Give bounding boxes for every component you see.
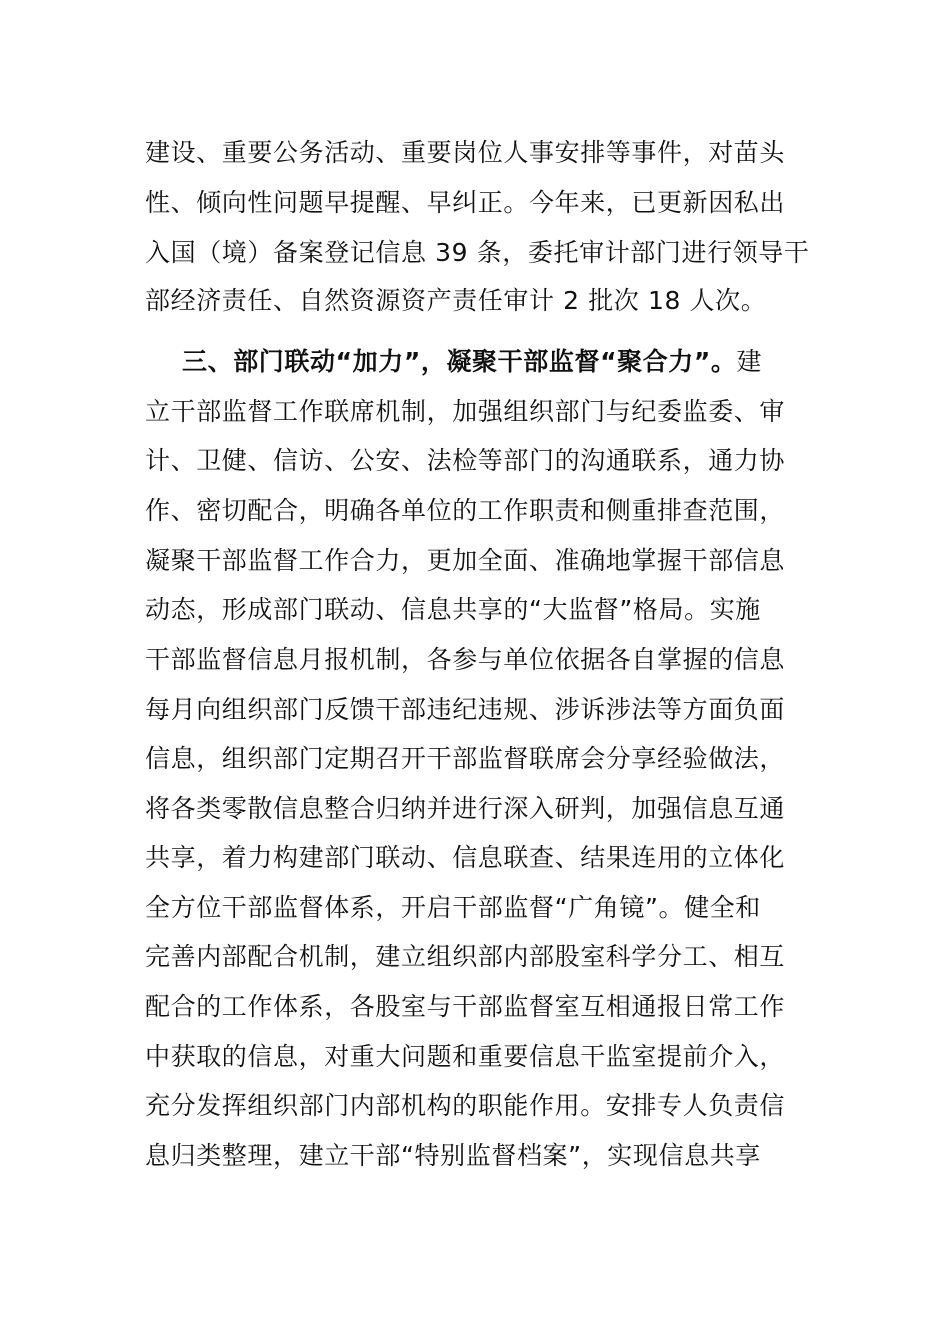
paragraph-2-line: 息归类整理，建立干部“特别监督档案”，实现信息共享 [145,1141,761,1170]
paragraph-2-line: 计、卫健、信访、公安、法检等部门的沟通联系，通力协 [145,446,786,475]
paragraph-2-line: 动态，形成部门联动、信息共享的“大监督”格局。实施 [145,595,761,624]
paragraph-2-line: 全方位干部监督体系，开启干部监督“广角镜”。健全和 [145,893,761,922]
paragraph-2-line: 作、密切配合，明确各单位的工作职责和侧重排查范围， [145,496,786,525]
paragraph-2-line: 信息，组织部门定期召开干部监督联席会分享经验做法， [145,744,786,773]
paragraph-1-line: 入国（境）备案登记信息 39 条，委托审计部门进行领导干 [145,238,810,267]
heading-tail-text: 建 [736,347,763,376]
paragraph-2-line: 每月向组织部门反馈干部违纪违规、涉诉涉法等方面负面 [145,695,786,724]
paragraph-1-line: 建设、重要公务活动、重要岗位人事安排等事件，对苗头 [145,138,786,167]
paragraph-2-line: 中获取的信息，对重大问题和重要信息干监室提前介入， [145,1042,786,1071]
paragraph-2-line: 充分发挥组织部门内部机构的职能作用。安排专人负责信 [145,1091,786,1120]
section-heading: 三、部门联动“加力”，凝聚干部监督“聚合力”。 [182,347,737,376]
paragraph-2-line: 将各类零散信息整合归纳并进行深入研判，加强信息互通 [145,794,786,823]
paragraph-1-line: 性、倾向性问题早提醒、早纠正。今年来，已更新因私出 [145,188,786,217]
paragraph-2-line: 立干部监督工作联席机制，加强组织部门与纪委监委、审 [145,397,786,426]
paragraph-1-line: 部经济责任、自然资源资产责任审计 2 批次 18 人次。 [145,286,767,315]
paragraph-2-line: 配合的工作体系，各股室与干部监督室互相通报日常工作 [145,992,786,1021]
paragraph-2-line: 凝聚干部监督工作合力，更加全面、准确地掌握干部信息 [145,546,786,575]
paragraph-2-line: 完善内部配合机制，建立组织部内部股室科学分工、相互 [145,942,786,971]
paragraph-2-first-line [182,338,810,386]
paragraph-2-line: 共享，着力构建部门联动、信息联查、结果连用的立体化 [145,843,786,872]
paragraph-2-line: 干部监督信息月报机制，各参与单位依据各自掌握的信息 [145,645,786,674]
